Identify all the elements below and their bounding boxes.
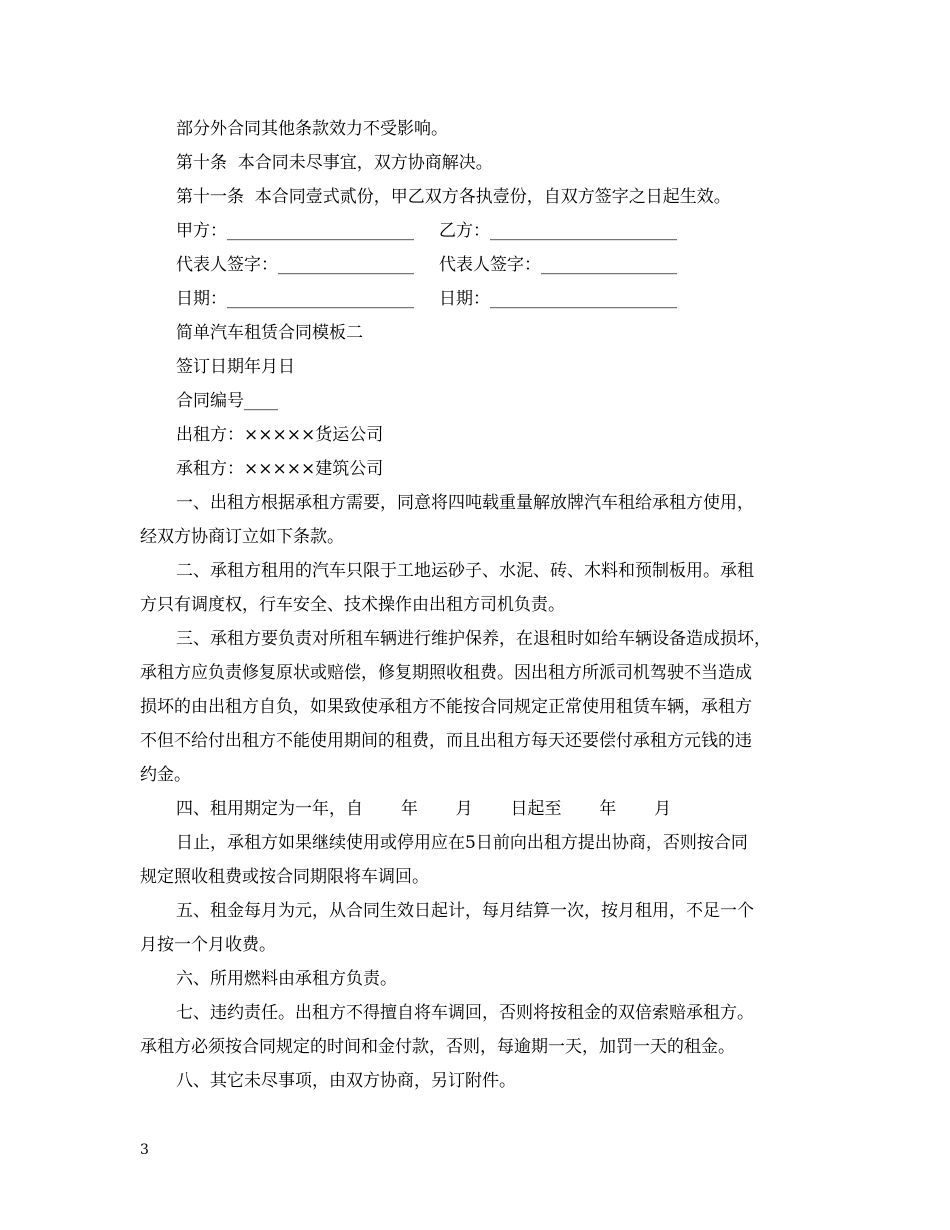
clause-ten: 第十条 本合同未尽事宜，双方协商解决。 xyxy=(176,153,493,173)
paragraph-line: 月按一个月收费。 xyxy=(140,935,276,955)
representative-signature-row xyxy=(176,253,677,277)
paragraph-line: 八、其它未尽事项，由双方协商，另订附件。 xyxy=(176,1071,516,1091)
date-b-field: 日期：______________________ xyxy=(439,289,677,309)
date-a-field: 日期：______________________ xyxy=(176,289,414,309)
paragraph-line: 六、所用燃料由承租方负责。 xyxy=(176,969,397,989)
paragraph-line: 规定照收租费或按合同期限将车调回。 xyxy=(140,867,429,887)
paragraph-line: 日止，承租方如果继续使用或停用应在5日前向出租方提出协商，否则按合同 xyxy=(176,833,748,853)
party-a-field: 甲方：______________________ xyxy=(176,221,414,241)
rep-a-field: 代表人签字：________________ xyxy=(176,255,414,275)
party-signature-row xyxy=(176,219,677,243)
contract-number: 合同编号____ xyxy=(176,391,278,411)
paragraph-line: 五、租金每月为元，从合同生效日起计，每月结算一次，按月租用，不足一个 xyxy=(176,901,754,921)
paragraph-line: 四、租用期定为一年，自 年 月 日起至 年 月 xyxy=(176,799,672,819)
paragraph-line: 方只有调度权，行车安全、技术操作由出租方司机负责。 xyxy=(140,595,565,615)
date-signature-row xyxy=(176,287,677,311)
rep-b-field: 代表人签字：________________ xyxy=(439,255,677,275)
paragraph-line: 损坏的由出租方自负，如果致使承租方不能按合同规定正常使用租赁车辆，承租方 xyxy=(140,697,752,717)
paragraph-line: 承租方应负责修复原状或赔偿，修复期照收租费。因出租方所派司机驾驶不当造成 xyxy=(140,663,752,683)
paragraph-line: 承租方必须按合同规定的时间和金付款，否则，每逾期一天，加罚一天的租金。 xyxy=(140,1037,735,1057)
paragraph-line: 部分外合同其他条款效力不受影响。 xyxy=(176,119,448,139)
signing-date: 签订日期年月日 xyxy=(176,357,295,377)
lessee: 承租方：×××××建筑公司 xyxy=(176,459,384,479)
paragraph-line: 七、违约责任。出租方不得擅自将车调回，否则将按租金的双倍索赔承租方。 xyxy=(176,1003,754,1023)
paragraph-line: 不但不给付出租方不能使用期间的租费，而且出租方每天还要偿付承租方元钱的违 xyxy=(140,731,752,751)
section-title: 简单汽车租赁合同模板二 xyxy=(176,323,363,343)
paragraph-line: 约金。 xyxy=(140,765,191,785)
party-b-field: 乙方：______________________ xyxy=(439,221,677,241)
page-number: 3 xyxy=(140,1142,149,1158)
paragraph-line: 一、出租方根据承租方需要，同意将四吨载重量解放牌汽车租给承租方使用， xyxy=(176,493,754,513)
clause-eleven: 第十一条 本合同壹式贰份，甲乙双方各执壹份，自双方签字之日起生效。 xyxy=(176,187,731,207)
lessor: 出租方：×××××货运公司 xyxy=(176,425,384,445)
paragraph-line: 三、承租方要负责对所租车辆进行维护保养，在退租时如给车辆设备造成损坏， xyxy=(176,629,771,649)
paragraph-line: 经双方协商订立如下条款。 xyxy=(140,527,344,547)
paragraph-line: 二、承租方租用的汽车只限于工地运砂子、水泥、砖、木料和预制板用。承租 xyxy=(176,561,754,581)
